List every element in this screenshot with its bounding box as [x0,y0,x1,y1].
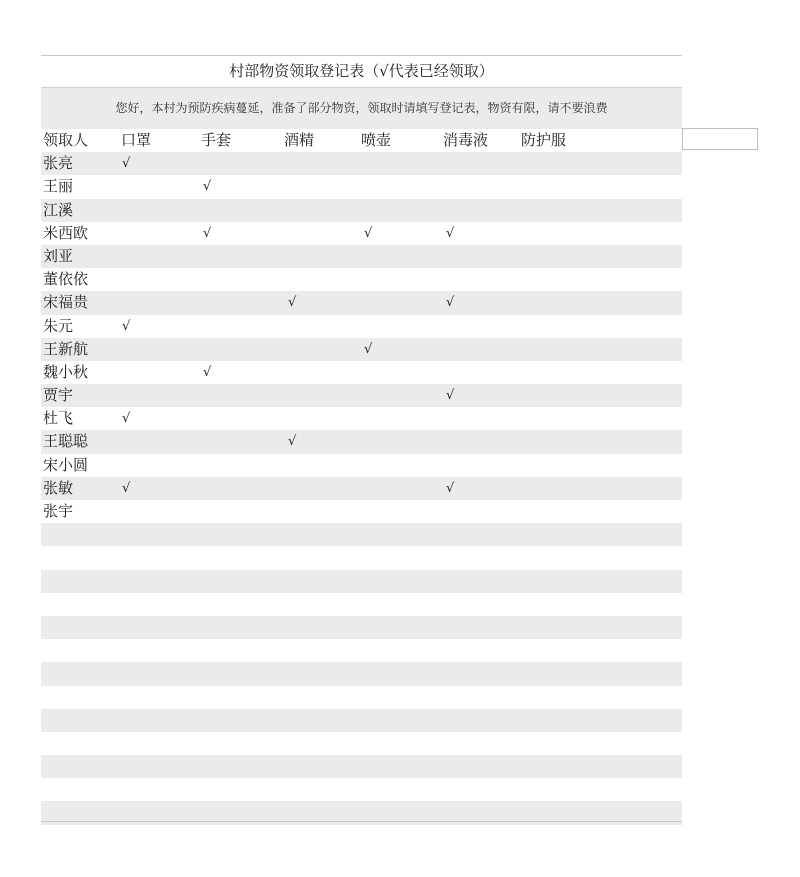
table-row [41,407,682,430]
table-row [41,268,682,291]
recipient-name: 刘亚 [43,246,74,265]
recipient-name: 张亮 [43,154,74,173]
table-row [41,152,682,175]
sheet-title: 村部物资领取登记表（√代表已经领取） [41,56,682,88]
recipient-name: 宋福贵 [43,293,89,312]
check-mark: √ [288,434,297,450]
empty-row [41,546,682,569]
check-mark: √ [364,225,373,241]
recipient-name: 江溪 [43,200,74,219]
recipient-name: 张敏 [43,478,74,497]
column-header-alcohol: 酒精 [284,131,315,149]
check-mark: √ [122,411,131,427]
check-mark: √ [122,156,131,172]
check-mark: √ [364,341,373,357]
check-mark: √ [203,225,212,241]
column-header-sprayer: 喷壶 [361,131,392,149]
check-mark: √ [446,388,455,404]
table-bottom-border [41,821,682,822]
table-row [41,430,682,453]
empty-row [41,732,682,755]
recipient-name: 杜飞 [43,409,74,428]
table-row [41,315,682,338]
empty-row [41,616,682,639]
table-row [41,291,682,314]
registration-sheet [41,55,682,825]
table-row [41,361,682,384]
table-row [41,477,682,500]
table-row [41,175,682,198]
check-mark: √ [446,295,455,311]
check-mark: √ [446,480,455,496]
table-row [41,222,682,245]
empty-row [41,662,682,685]
recipient-name: 董依依 [43,270,89,289]
empty-row [41,593,682,616]
recipient-name: 朱元 [43,316,74,335]
empty-row [41,639,682,662]
recipient-name: 魏小秋 [43,362,89,381]
empty-row [41,686,682,709]
header-row [41,129,682,152]
registration-table [41,129,682,825]
recipient-name: 张宇 [43,502,74,520]
column-header-mask: 口罩 [121,131,152,149]
empty-row [41,755,682,778]
recipient-name: 王聪聪 [43,432,89,451]
check-mark: √ [203,179,212,195]
table-row [41,384,682,407]
check-mark: √ [122,480,131,496]
check-mark: √ [203,364,212,380]
table-row [41,454,682,477]
empty-row [41,523,682,546]
recipient-name: 王新航 [43,339,89,358]
table-row [41,245,682,268]
empty-row [41,778,682,801]
recipient-name: 宋小圆 [43,455,89,474]
column-header-gloves: 手套 [201,131,232,149]
table-row [41,338,682,361]
recipient-name: 贾宇 [43,386,74,405]
empty-row [41,570,682,593]
check-mark: √ [446,225,455,241]
selected-cell-box[interactable] [682,128,758,150]
column-header-recipient: 领取人 [43,131,89,149]
column-header-protective-suit: 防护服 [521,131,567,149]
recipient-name: 王丽 [43,177,74,196]
recipient-name: 米西欧 [43,223,89,242]
table-row [41,500,682,523]
check-mark: √ [122,318,131,334]
empty-row [41,709,682,732]
table-row [41,199,682,222]
notice-text: 您好，本村为预防疾病蔓延，准备了部分物资，领取时请填写登记表，物资有限，请不要浪费 [41,88,682,129]
check-mark: √ [288,295,297,311]
column-header-disinfectant: 消毒液 [443,131,489,149]
